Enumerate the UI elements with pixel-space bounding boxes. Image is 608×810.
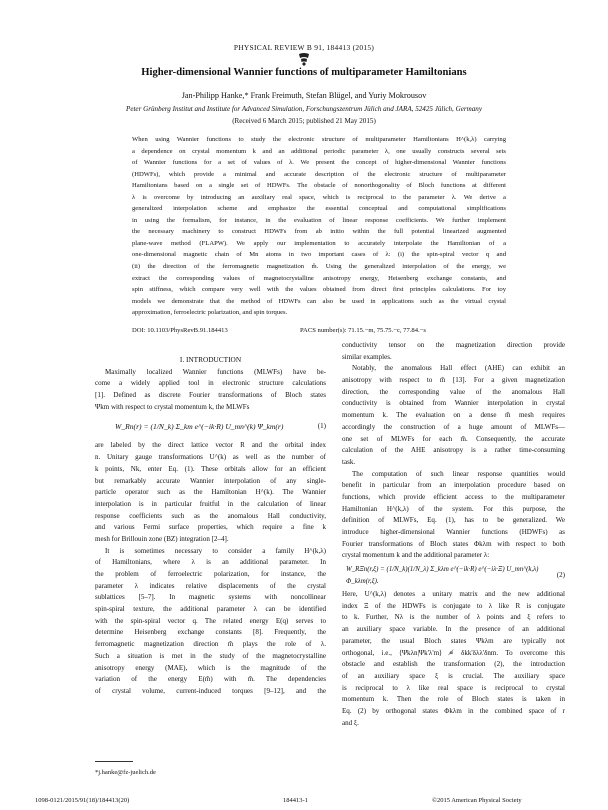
abstract-line: of Wannier functions for a set of values of λ. We present the concept of higher-dimensional Wannier functions: [132, 159, 506, 167]
abstract-line: (ii) the direction of the ferromagnetic magnetization m̂. Using the generalized interpolation of the energy, we: [132, 263, 506, 271]
body-line: an auxiliary space variable. In the presence of an additional: [342, 625, 565, 634]
body-line: momentum k. The evaluation on a dense m̂ mesh requires: [342, 411, 565, 420]
body-line: anisotropy energy (MAE), which is the magnitude of the: [95, 663, 326, 672]
body-line: accordingly the construction of a huge amount of MLWFs—: [342, 422, 565, 431]
right-column: [342, 340, 565, 729]
body-line: index Ξ of the HDWFs is conjugate to λ like R is conjugate: [342, 601, 565, 610]
body-line: particle operator such as the Hamiltonian H^(k). The Wannier: [95, 488, 326, 497]
body-line: obstacle and establish the transformation (2), the introduction: [342, 660, 565, 669]
body-line: Notably, the anomalous Hall effect (AHE) can exhibit an: [352, 364, 565, 373]
footer-copyright: ©2015 American Physical Society: [432, 797, 522, 804]
abstract-line: the necessary machinery to construct HDWFs from ab initio within the full potential linearized augmented: [132, 228, 506, 236]
left-column: [95, 353, 326, 698]
body-line: and various Fermi surface properties, which require a fine k: [95, 523, 326, 532]
body-line: Eq. (2) by orthogonal states Φkλm in the combined space of r: [342, 706, 565, 715]
body-line: of an auxiliary space ξ is crucial. The auxiliary space: [342, 671, 565, 680]
abstract-line: one-dimensional magnetic chain of Mn atoms in two important cases of λ: (i) the spin-spiral vector q and: [132, 251, 506, 259]
body-line: spin-spiral texture, the additional parameter λ can be identified: [95, 605, 326, 614]
body-line: interpolation is in particular fruitful in the calculation of linear: [95, 499, 326, 508]
equation-1: [95, 413, 326, 440]
body-line: sublattices [5–7]. In magnetic systems with noncollinear: [95, 593, 326, 602]
footnote-email[interactable]: *j.hanke@fz-juelich.de: [95, 769, 156, 776]
abstract-line: a dependence on crystal momentum k and an additional periodic parameter λ, one usually constructs several sets: [132, 147, 506, 155]
body-line: determine Heisenberg exchange constants [8]. Frequently, the: [95, 628, 326, 637]
body-line: Here, U^(k,λ) denotes a unitary matrix and the new additional: [342, 590, 565, 599]
body-line: the problem of ferroelectric polarization, for instance, the: [95, 570, 326, 578]
body-line: It is sometimes necessary to consider a family H^(k,λ): [105, 546, 326, 555]
body-line: and ξ.: [342, 718, 359, 727]
abstract-line: When using Wannier functions to study the electronic structure of multiparameter Hamiltonians H^(k,λ) carrying: [132, 136, 506, 143]
journal-header: PHYSICAL REVIEW B 91, 184413 (2015): [233, 43, 375, 52]
abstract-line: spin stiffness, which compare very well with the values obtained from direct first principles calculations. For toy: [132, 286, 506, 294]
equation-1-number: (1): [317, 422, 326, 431]
body-line: are labeled by the direct lattice vector R and the orbital index: [95, 441, 326, 450]
body-line: Maximally localized Wannier functions (MLWFs) have be-: [105, 367, 326, 376]
body-line: definition of MLWFs, Eq. (1), has to be generalized. We: [342, 516, 565, 525]
equation-1-body: W_Rn(r) = (1/N_k) Σ_km e^(−ik·R) U_mn^(k) Ψ_km(r): [115, 422, 284, 432]
abstract-line: Hamiltonians based on a single set of HDWFs. The obstacle of nonorthogonality of Bloch functions at different: [132, 182, 506, 190]
body-line: ferromagnetic magnetization direction m̂ plays the role of λ.: [95, 640, 326, 649]
footer-page-number: 184413-1: [283, 797, 308, 804]
body-line: task.: [342, 457, 356, 466]
body-line: benefit in particular from an interpolation procedure based on: [342, 481, 565, 490]
body-line: is reciprocal to λ like real space is reciprocal to crystal: [342, 683, 565, 692]
abstract-line: extract the corresponding values of magnetocrystalline anisotropy energy, Heisenberg exchange constants, and: [132, 274, 506, 282]
paper-title: Higher-dimensional Wannier functions of multiparameter Hamiltonians: [141, 67, 467, 78]
body-line: momentum k. Then the role of Bloch states is taken in: [342, 695, 565, 704]
body-line: similar examples.: [342, 352, 392, 361]
body-line: calculation of the AHE anisotropy is a rather time-consuming: [342, 446, 565, 455]
body-line: of crystal volume, current-induced torques [9–12], and the: [95, 686, 326, 695]
body-line: parameter, the usual Bloch states Ψkλm are typically not: [342, 636, 565, 645]
equation-2: [342, 562, 565, 589]
abstract: [132, 134, 506, 319]
abstract-line: (HDWFs), which provide a minimal and accurate description of the electronic structure of multiparameter: [132, 170, 506, 178]
equation-2-body: W_RΞn(r,ξ) = (1/N_k)(1/N_λ) Σ_kλm e^(−ik·R) e^(−iλ·Ξ) U_mn^(k,λ) Φ_kλm(r,ξ).: [346, 565, 539, 585]
footer-issn: 1098-0121/2015/91(18)/184413(20): [35, 797, 130, 804]
body-line: one set of MLWFs for each m̂. Consequently, the accurate: [342, 434, 565, 443]
body-line: of Hamiltonians, where λ is an additional parameter. In: [95, 558, 326, 567]
body-line: k points, Nk, enter Eq. (1). These orbitals allow for an efficient: [95, 464, 326, 473]
body-line: mesh for Brillouin zone (BZ) integration [2–4].: [95, 534, 229, 543]
received-date: (Received 6 March 2015; published 21 May 2015): [232, 117, 376, 125]
affiliation: Peter Grünberg Institut and Institute for Advanced Simulation, Forschungszentrum Jülich and JARA, 52425 Jülich, Germany: [125, 105, 482, 113]
body-line: response coefficients such as the anomalous Hall conductivity,: [95, 511, 326, 520]
crossmark-logo-icon: [296, 52, 312, 66]
body-line: crystal momentum k and the additional parameter λ:: [342, 551, 490, 560]
abstract-line: plane-wave method (FLAPW). We apply our implementation to accurately interpolate the Hamiltonian of a: [132, 239, 506, 247]
body-line: Hamiltonian H^(k,λ) of the system. For this purpose, the: [342, 504, 565, 513]
abstract-line: approximation, ferroelectric polarization, and spin torques.: [132, 309, 288, 317]
body-line: conductivity is obtained from Wannier interpolation in crystal: [342, 399, 565, 408]
body-line: The computation of such linear response quantities would: [352, 469, 565, 478]
body-line: with the spin-spiral vector q. The related energy E(q) serves to: [95, 616, 326, 625]
body-line: orthogonal, i.e., ⟨Ψkλn|Ψk'λ'm⟩ ∝̸ δkk'δλλ'δnm. To overcome this: [342, 648, 565, 657]
doi-link[interactable]: DOI: 10.1103/PhysRevB.91.184413: [132, 327, 228, 334]
body-line: conductivity tensor on the magnetization direction provide: [342, 341, 565, 349]
body-line: functions, which provide efficient access to the multiparameter: [342, 492, 565, 501]
body-line: n. Unitary gauge transformations U^(k) as well as the number of: [95, 453, 326, 462]
section-heading: I. INTRODUCTION: [179, 355, 242, 364]
body-line: direction, the corresponding value of the anomalous Hall: [342, 387, 565, 396]
abstract-line: generalized interpolation scheme and emphasize the essential conceptual and computational simplifications: [132, 205, 506, 213]
author-list: Jan-Philipp Hanke,* Frank Freimuth, Stefan Blügel, and Yuriy Mokrousov: [181, 91, 427, 100]
body-line: Fourier transformations of Bloch states Φkλm with respect to both: [342, 539, 565, 548]
abstract-line: λ is overcome by introducing an auxiliary real space, which is reciprocal to the parameter λ. We derive a: [132, 193, 506, 201]
body-line: anisotropy with respect to m̂ [13]. For a given magnetization: [342, 376, 565, 385]
body-line: [1]. Defined as discrete Fourier transformations of Bloch states: [95, 391, 326, 400]
body-line: parameter λ indicates relative displacements of the crystal: [95, 581, 326, 590]
body-line: introduce higher-dimensional Wannier functions (HDWFs) as: [342, 528, 565, 536]
body-line: variation of the energy E(m̂) with m̂. The dependencies: [95, 675, 326, 684]
body-line: but remarkably accurate Wannier interpolation of any single-: [95, 476, 326, 485]
equation-2-number: (2): [556, 570, 565, 579]
abstract-line: models we demonstrate that the method of HDWFs can also be used in applications such as the virtual crystal: [132, 297, 506, 305]
body-line: Ψkm with respect to crystal momentum k, the MLWFs: [95, 402, 250, 411]
body-line: to k. Further, Nλ is the number of λ points and ξ refers to: [342, 613, 565, 622]
body-line: come a widely applied tool in electronic structure calculations: [95, 379, 326, 388]
body-line: Such a situation is met in the study of the magnetocrystalline: [95, 651, 326, 660]
footnote-rule: [95, 761, 133, 762]
abstract-line: in using the formalism, for instance, in the evaluation of linear response coefficients. We further implement: [132, 216, 506, 224]
pacs-numbers: PACS number(s): 71.15.−m, 75.75.−c, 77.84.−s: [300, 327, 426, 334]
